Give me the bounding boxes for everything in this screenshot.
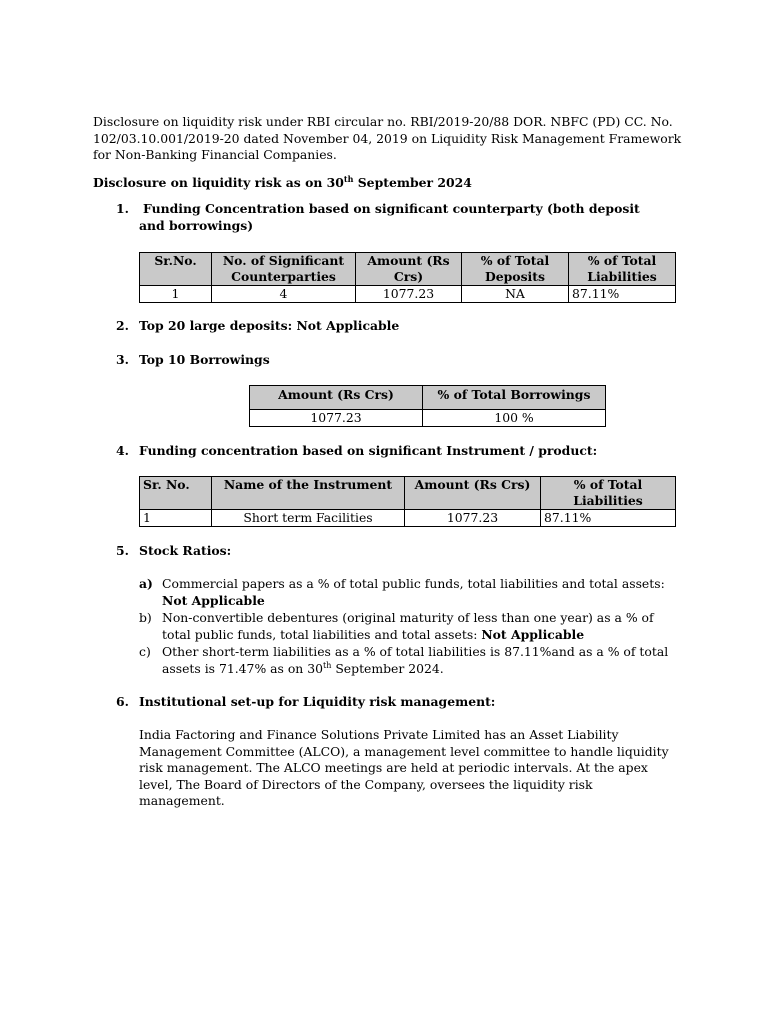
ratio-marker: c): [139, 644, 151, 659]
table-header-row: [140, 477, 676, 510]
ratio-sup: th: [323, 660, 332, 670]
table-row: [140, 286, 676, 303]
table-cell: 87.11%: [541, 510, 676, 527]
table-header-row: [140, 253, 676, 286]
table-cell: 4: [212, 286, 356, 303]
table-cell: 87.11%: [569, 286, 676, 303]
ratio-body: Commercial papers as a % of total public funds, total liabilities and total assets:: [162, 576, 665, 591]
section-4-title: Funding concentration based on significant Instrument / product:: [139, 443, 598, 458]
ratio-body: Other short-term liabilities as a % of total liabilities is 87.11%and as a % of total assets is 71.47% as on 30: [162, 644, 669, 676]
heading-prefix: Disclosure on liquidity risk as on 30: [93, 175, 344, 190]
heading-sup: th: [343, 173, 354, 184]
alco-paragraph: India Factoring and Finance Solutions Private Limited has an Asset Liability Management Committee (ALCO), a management level committee to handle liquidity risk management. The ALCO meetings are held at periodic intervals. At the apex level, The Board of Directors of the Company, oversees the liquidity risk management.: [139, 727, 669, 808]
table-header-cell: % of Total Liabilities: [569, 253, 676, 286]
intro-paragraph: Disclosure on liquidity risk under RBI circular no. RBI/2019-20/88 DOR. NBFC (PD) CC. No. 102/03.10.001/2019-20 dated November 04, 2019 on Liquidity Risk Management Framework for Non-Banking Financial Companies.: [93, 114, 682, 162]
section-1-number: 1.: [116, 201, 129, 216]
section-6-title: Institutional set-up for Liquidity risk management:: [139, 694, 496, 709]
ratio-status: Not Applicable: [481, 626, 585, 642]
table-row: [140, 510, 676, 527]
table-header-cell: % of Total Deposits: [462, 253, 569, 286]
ratio-status: Not Applicable: [162, 592, 265, 608]
table-header-cell: Amount (Rs Crs): [405, 477, 541, 510]
ratio-text: [162, 644, 677, 677]
table-cell: 1077.23: [405, 510, 541, 527]
table-header-cell: % of Total Borrowings: [423, 386, 606, 410]
section-1-title: Funding Concentration based on significant counterparty (both deposit and borrowings): [139, 201, 640, 233]
page-heading: [93, 175, 693, 192]
table-header-cell: Amount (Rs Crs): [250, 386, 423, 410]
borrowings-table: [249, 385, 606, 427]
table-header-cell: Sr.No.: [140, 253, 212, 286]
table-cell: 1: [140, 510, 212, 527]
ratio-suffix: September 2024.: [331, 660, 444, 676]
ratio-marker: a): [139, 576, 153, 591]
table-cell: 1077.23: [250, 410, 423, 427]
ratio-text: [162, 610, 677, 643]
ratio-text: [162, 576, 677, 609]
table-cell: 100 %: [423, 410, 606, 427]
section-3-title: Top 10 Borrowings: [139, 352, 270, 367]
table-row: [250, 410, 606, 427]
section-6-number: 6.: [116, 694, 129, 709]
table-header-cell: Amount (Rs Crs): [356, 253, 462, 286]
table-cell: 1: [140, 286, 212, 303]
ratio-body: Non-convertible debentures (original maturity of less than one year) as a % of total public funds, total liabilities and total assets:: [162, 610, 654, 642]
table-cell: 1077.23: [356, 286, 462, 303]
ratio-marker: b): [139, 610, 152, 625]
instrument-table: [139, 476, 676, 527]
section-5-number: 5.: [116, 543, 129, 558]
section-3-number: 3.: [116, 352, 129, 367]
table-cell: Short term Facilities: [212, 510, 405, 527]
section-2-number: 2.: [116, 318, 129, 333]
counterparty-table: [139, 252, 676, 303]
table-header-cell: Name of the Instrument: [212, 477, 405, 510]
table-header-row: [250, 386, 606, 410]
table-header-cell: Sr. No.: [140, 477, 212, 510]
table-header-cell: % of Total Liabilities: [541, 477, 676, 510]
section-5-title: Stock Ratios:: [139, 543, 232, 558]
table-cell: NA: [462, 286, 569, 303]
table-header-cell: No. of Significant Counterparties: [212, 253, 356, 286]
section-2-title: Top 20 large deposits: Not Applicable: [139, 318, 400, 333]
heading-suffix: September 2024: [353, 175, 472, 190]
section-4-number: 4.: [116, 443, 129, 458]
